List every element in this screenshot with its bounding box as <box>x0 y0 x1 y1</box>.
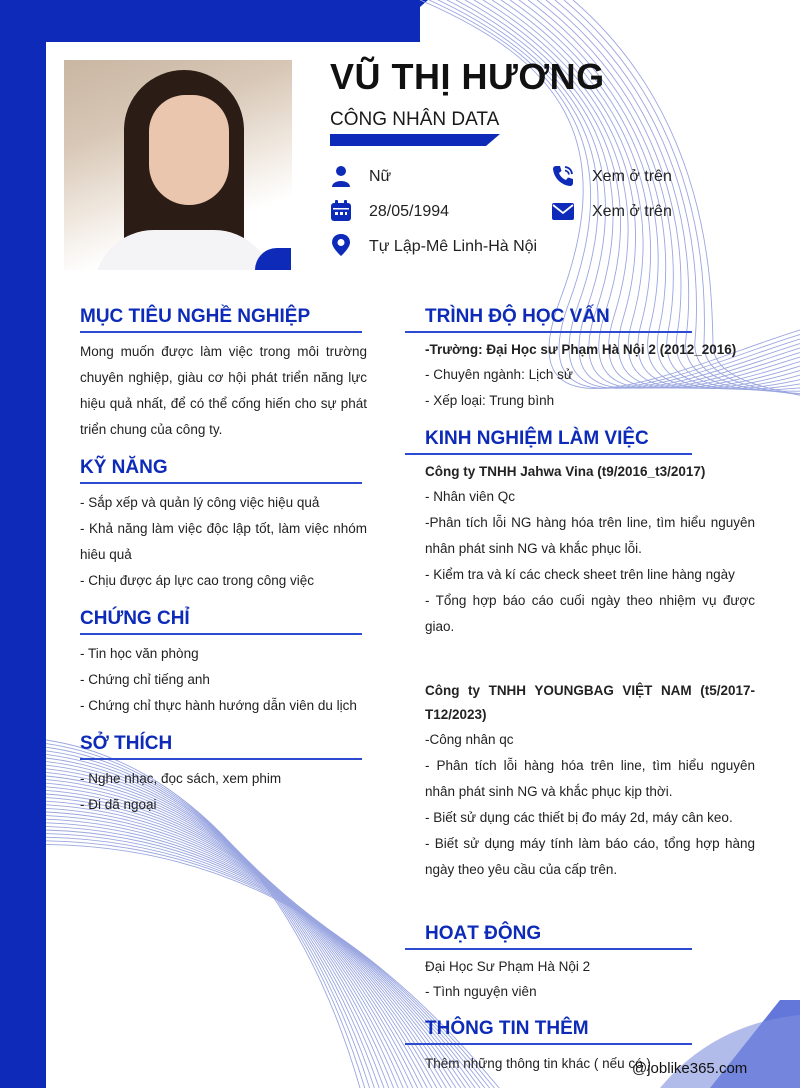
photo-shirt <box>94 230 274 270</box>
activities-heading: HOẠT ĐỘNG <box>425 923 542 944</box>
gender-value: Nữ <box>369 168 392 185</box>
wave-line <box>46 823 470 1088</box>
wave-line <box>46 830 480 1088</box>
experience-line: -Phân tích lỗi NG hàng hóa trên line, tìm hiểu nguyên nhân phát sinh NG và khắc phục lỗi. <box>425 515 755 556</box>
job-title-underline-tip <box>486 134 500 146</box>
envelope-icon <box>552 200 574 222</box>
objective-heading: MỤC TIÊU NGHỀ NGHIỆP <box>80 306 311 327</box>
wave-line <box>46 783 418 1088</box>
wave-line <box>46 794 432 1088</box>
photo-face <box>149 95 229 205</box>
left-accent-bar <box>0 0 46 1088</box>
top-accent-band-tip <box>380 0 428 42</box>
phone-value: Xem ở trên <box>592 168 672 185</box>
experience-heading: KINH NGHIỆM LÀM VIỆC <box>425 428 649 449</box>
experience-line: -Công nhân qc <box>425 732 514 747</box>
skills-heading: KỸ NĂNG <box>80 457 168 478</box>
wave-line <box>46 798 437 1088</box>
wave-line <box>46 805 446 1088</box>
extra-info-text: Thêm những thông tin khác ( nếu có ) <box>425 1056 651 1071</box>
hobbies-underline <box>80 758 362 760</box>
hobby-item: - Nghe nhạc, đọc sách, xem phim <box>80 771 282 786</box>
experience-line: - Biết sử dụng máy tính làm báo cáo, tổng hợp hàng ngày theo yêu cầu của cấp trên. <box>425 836 755 877</box>
activity-item: - Tình nguyện viên <box>425 984 537 999</box>
watermark-text: @joblike365.com <box>632 1060 748 1077</box>
experience-line: - Kiểm tra và kí các check sheet trên line hàng ngày <box>425 567 735 582</box>
location-pin-icon <box>330 234 352 256</box>
hobby-item: - Đi dã ngoại <box>80 797 157 812</box>
certificates-heading: CHỨNG CHỈ <box>80 608 190 629</box>
experience-company: Công ty TNHH Jahwa Vina (t9/2016_t3/2017) <box>425 464 706 479</box>
skill-item: - Khả năng làm việc độc lập tốt, làm việc nhóm hiêu quả <box>80 521 367 562</box>
address-value: Tự Lập-Mê Linh-Hà Nội <box>369 238 538 255</box>
certificate-item: - Chứng chỉ tiếng anh <box>80 672 210 687</box>
wave-line <box>46 837 490 1088</box>
calendar-icon <box>330 200 352 222</box>
extra-info-underline <box>405 1043 692 1045</box>
wave-line <box>46 816 461 1088</box>
wave-line <box>46 819 466 1088</box>
experience-line: - Nhân viên Qc <box>425 489 516 504</box>
certificate-item: - Tin học văn phòng <box>80 646 199 661</box>
wave-line <box>46 808 451 1088</box>
extra-info-heading: THÔNG TIN THÊM <box>425 1018 589 1039</box>
education-heading: TRÌNH ĐỘ HỌC VẤN <box>425 306 610 327</box>
experience-company: Công ty TNHH YOUNGBAG VIỆT NAM (t5/2017-T12/2023) <box>425 683 755 722</box>
education-underline <box>405 331 692 333</box>
certificate-item: - Chứng chỉ thực hành hướng dẫn viên du lịch <box>80 698 357 713</box>
skills-underline <box>80 482 362 484</box>
experience-line: - Biết sử dụng các thiết bị đo máy 2d, máy cân keo. <box>425 810 733 825</box>
education-school: -Trường: Đại Học sư Phạm Hà Nội 2 (2012_2016) <box>425 342 737 357</box>
job-title: CÔNG NHÂN DATA <box>330 109 500 130</box>
wave-line <box>46 780 413 1088</box>
person-icon <box>330 165 352 187</box>
objective-underline <box>80 331 362 333</box>
wave-line <box>46 772 403 1088</box>
job-title-underline <box>330 134 486 146</box>
profile-photo <box>64 60 292 270</box>
experience-line: - Tổng hợp báo cáo cuối ngày theo nhiệm vụ được giao. <box>425 593 755 634</box>
wave-line <box>46 826 475 1088</box>
wave-line <box>46 787 422 1088</box>
email-value: Xem ở trên <box>592 203 672 220</box>
skill-item: - Chịu được áp lực cao trong công việc <box>80 573 315 588</box>
certificates-underline <box>80 633 362 635</box>
top-accent-band <box>0 0 420 42</box>
experience-underline <box>405 453 692 455</box>
wave-line <box>46 812 456 1088</box>
phone-icon <box>552 165 574 187</box>
skill-item: - Sắp xếp và quản lý công việc hiệu quả <box>80 495 320 510</box>
activities-underline <box>405 948 692 950</box>
objective-text: Mong muốn được làm việc trong môi trường chuyên nghiệp, giàu cơ hội phát triển năng lực hiệu quả nhất, để có thể cống hiến cho sự phát triển chung của công ty. <box>80 344 367 437</box>
birthday-value: 28/05/1994 <box>369 203 450 220</box>
education-item: - Chuyên ngành: Lịch sử <box>425 367 573 382</box>
education-item: - Xếp loại: Trung bình <box>425 393 555 408</box>
wave-line <box>46 790 427 1088</box>
candidate-name: VŨ THỊ HƯƠNG <box>330 56 605 97</box>
wave-line <box>46 801 442 1088</box>
activities-place: Đại Học Sư Phạm Hà Nội 2 <box>425 959 591 974</box>
wave-line <box>46 834 485 1088</box>
experience-line: - Phân tích lỗi hàng hóa trên line, tìm hiểu nguyên nhân phát sinh NG và khắc phục kịp thời. <box>425 758 755 799</box>
wave-line <box>46 776 408 1088</box>
hobbies-heading: SỞ THÍCH <box>80 733 173 754</box>
